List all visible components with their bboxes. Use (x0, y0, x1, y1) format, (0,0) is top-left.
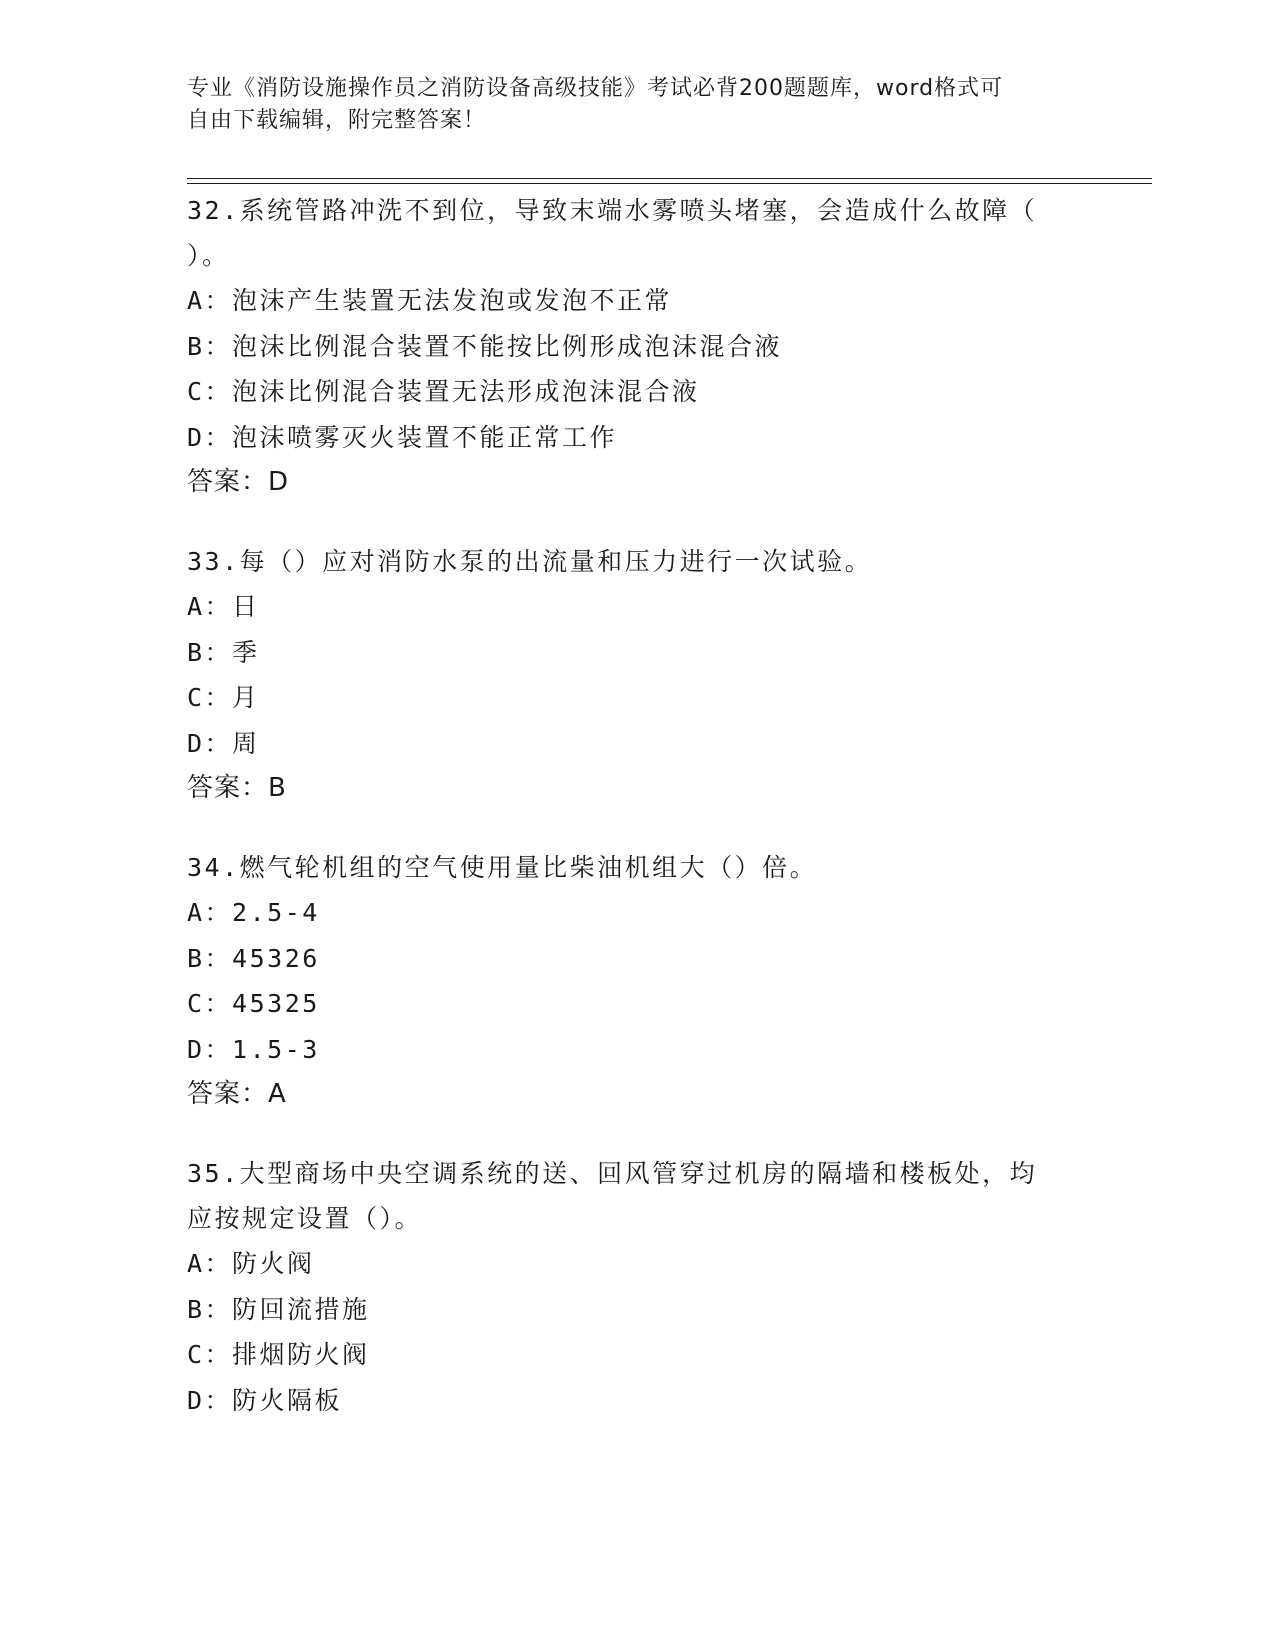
option-d: D：周 (187, 728, 260, 758)
option-d: D：1.5-3 (187, 1034, 320, 1064)
header-line-2: 自由下载编辑，附完整答案！ (187, 108, 487, 133)
option-a: A：泡沫产生装置无法发泡或发泡不正常 (187, 286, 673, 315)
option-c: C：泡沫比例混合装置无法形成泡沫混合液 (187, 377, 700, 406)
question-34 (187, 845, 1087, 1117)
option-b: B：泡沫比例混合装置不能按比例形成泡沫混合液 (187, 331, 783, 361)
option-a: A：2.5-4 (187, 898, 320, 927)
question-35 (187, 1151, 1087, 1423)
header-divider-top (187, 178, 1152, 179)
option-b: B：季 (187, 637, 260, 667)
header-divider-bottom (187, 183, 1152, 184)
question-32 (187, 188, 1087, 505)
option-c: C：月 (187, 683, 260, 712)
answer: 答案：A (187, 1079, 287, 1109)
question-33 (187, 539, 1087, 811)
option-d: D：防火隔板 (187, 1385, 343, 1415)
answer: 答案：B (187, 773, 287, 803)
question-stem: 35.大型商场中央空调系统的送、回风管穿过机房的隔墙和楼板处，均 应按规定设置（）。 (187, 1159, 1038, 1233)
question-stem: 34.燃气轮机组的空气使用量比柴油机组大（）倍。 (187, 853, 818, 882)
answer: 答案：D (187, 467, 290, 497)
option-c: C：排烟防火阀 (187, 1340, 370, 1369)
header-line-1: 专业《消防设施操作员之消防设备高级技能》考试必背200题题库，word格式可 (187, 76, 1004, 101)
option-a: A：日 (187, 592, 260, 621)
option-b: B：防回流措施 (187, 1294, 370, 1324)
option-b: B：45326 (187, 943, 320, 973)
question-stem: 32.系统管路冲洗不到位，导致末端水雾喷头堵塞，会造成什么故障（ ）。 (187, 196, 1038, 270)
document-header (187, 73, 1067, 137)
option-a: A：防火阀 (187, 1249, 315, 1278)
question-list (187, 188, 1087, 1457)
option-d: D：泡沫喷雾灭火装置不能正常工作 (187, 422, 618, 452)
question-stem: 33.每（）应对消防水泵的出流量和压力进行一次试验。 (187, 547, 873, 576)
option-c: C：45325 (187, 989, 320, 1018)
